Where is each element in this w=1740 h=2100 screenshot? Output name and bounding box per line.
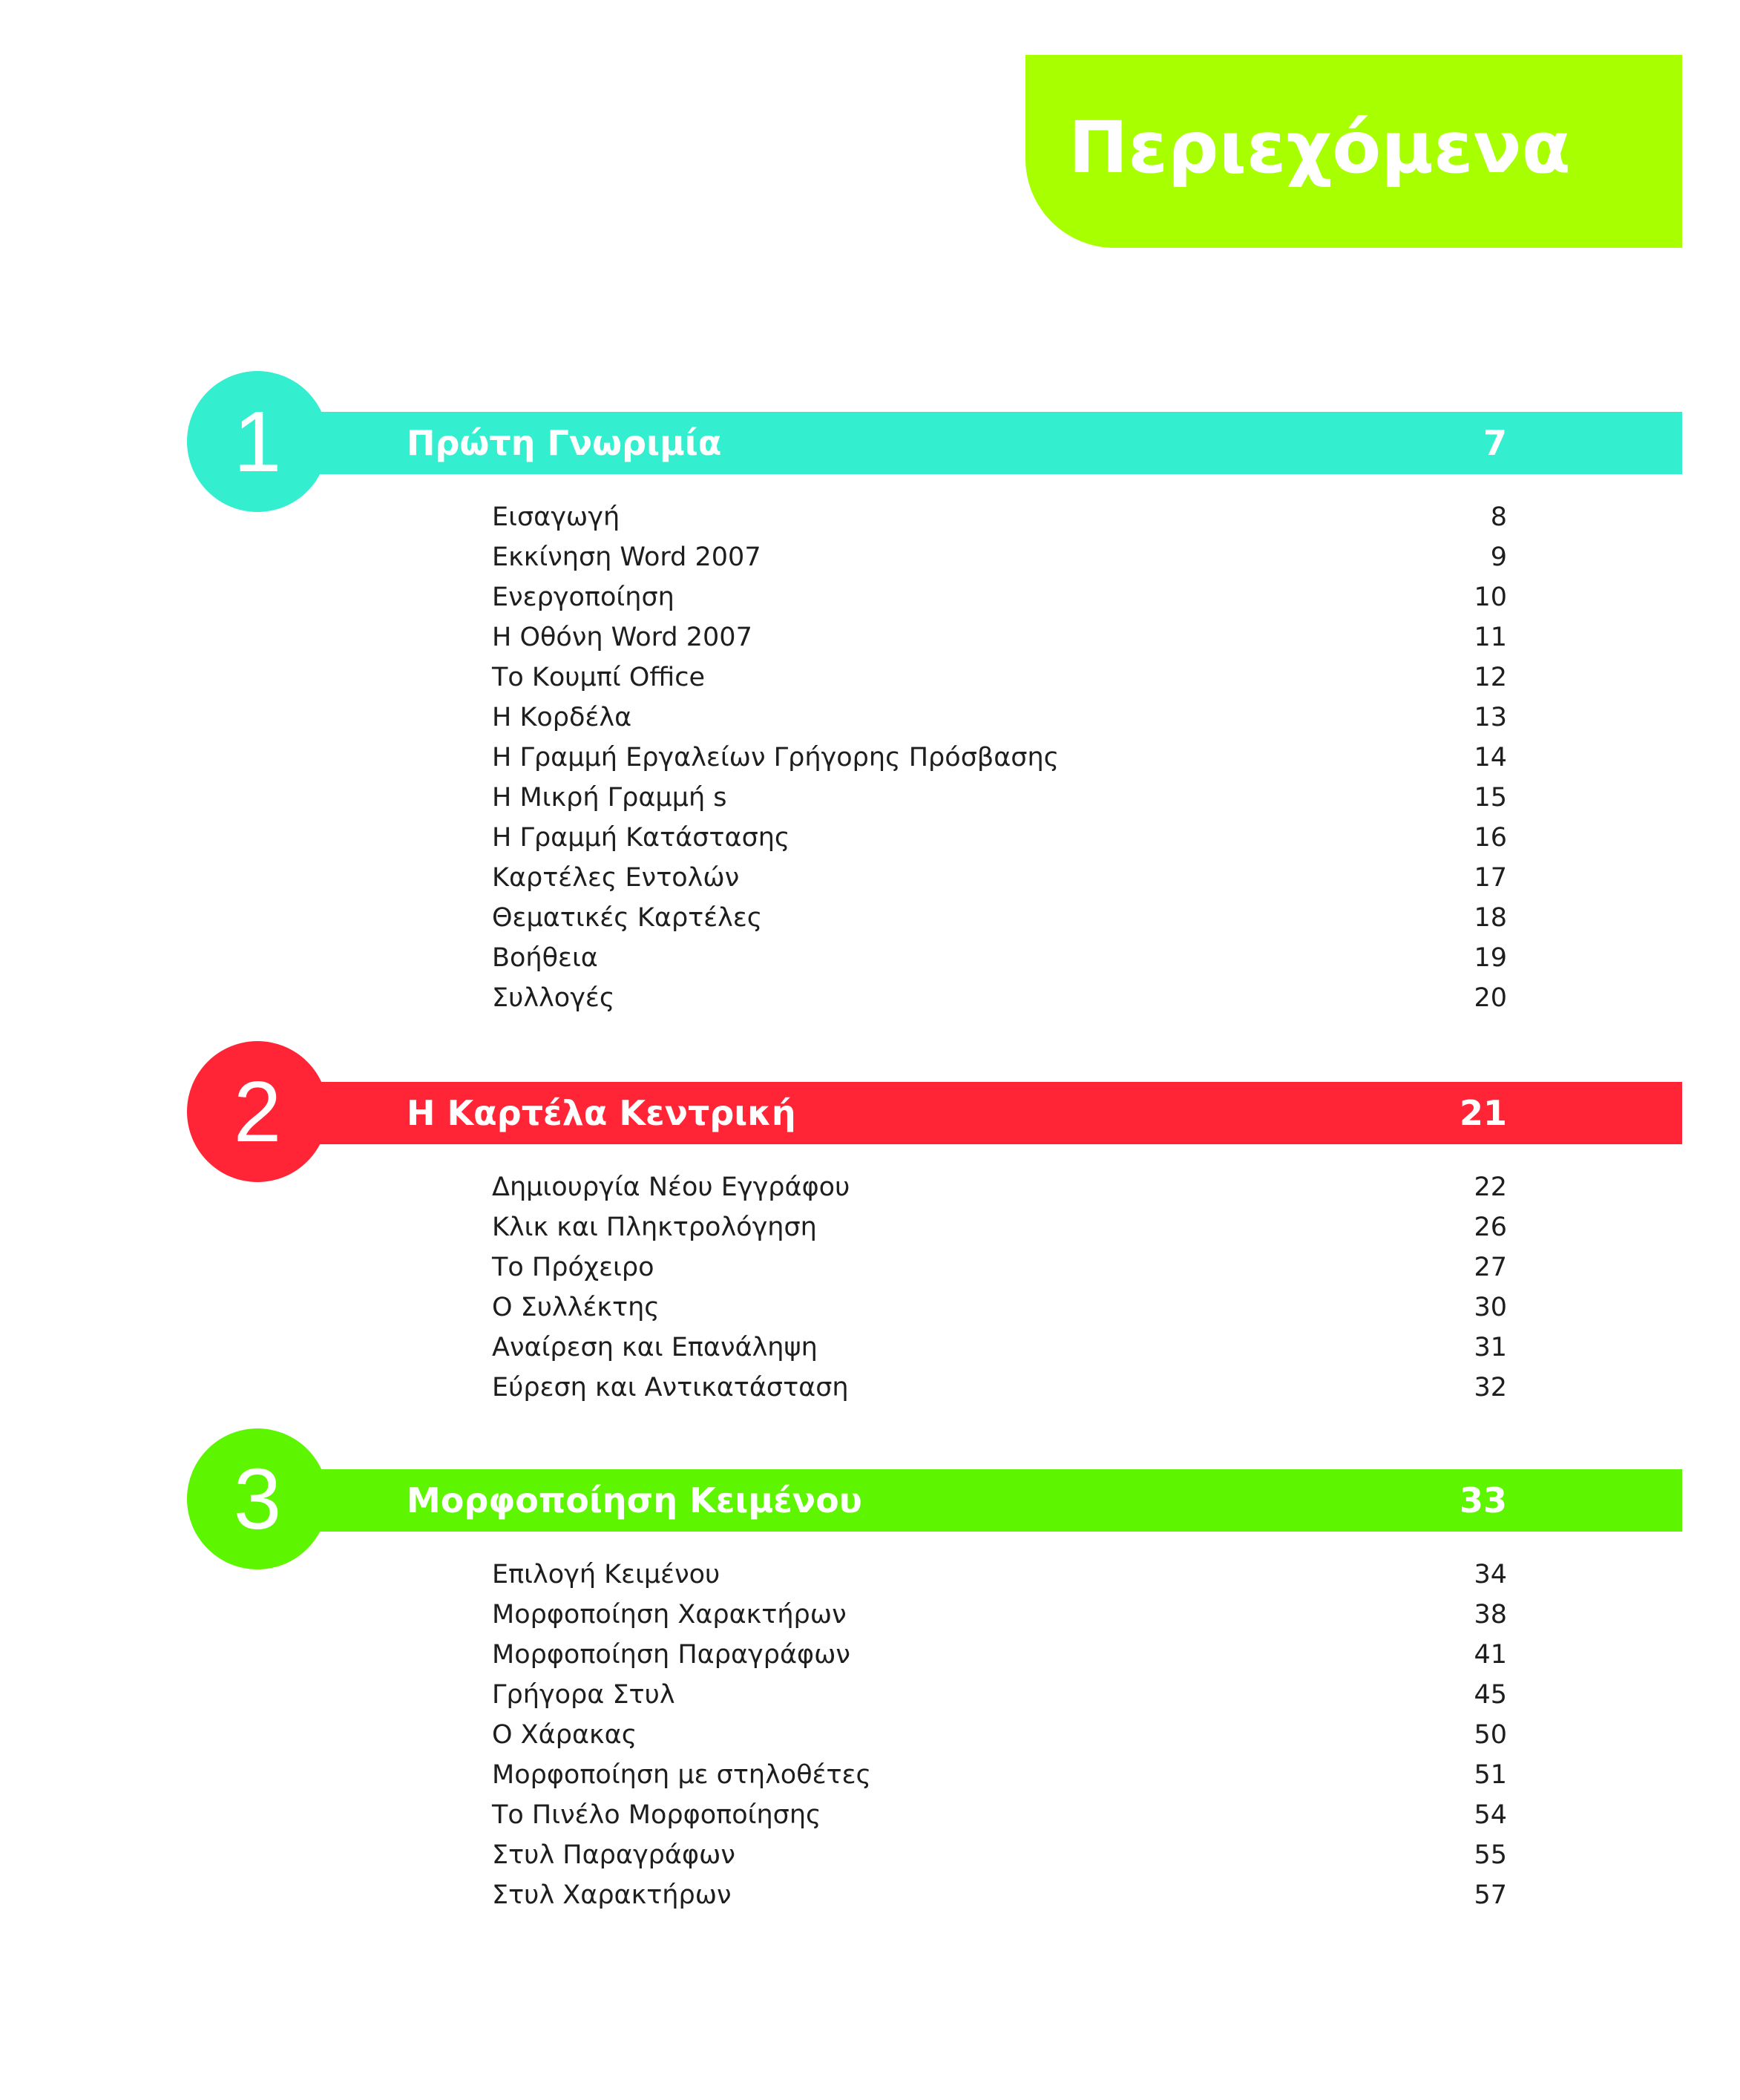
toc-entry-label: Ο Συλλέκτης bbox=[492, 1293, 660, 1322]
toc-entry-page: 54 bbox=[1474, 1800, 1507, 1830]
toc-entry-label: Η Κορδέλα bbox=[492, 703, 632, 732]
toc-entry-label: Το Κουμπί Office bbox=[492, 663, 706, 692]
toc-entry-page: 41 bbox=[1474, 1640, 1507, 1670]
toc-entry[interactable] bbox=[492, 978, 1507, 1018]
toc-entry-page: 38 bbox=[1474, 1600, 1507, 1630]
toc-entry[interactable] bbox=[492, 818, 1507, 858]
toc-entry[interactable] bbox=[492, 1635, 1507, 1675]
toc-entry-page: 12 bbox=[1474, 663, 1507, 692]
toc-entry-label: Το Πρόχειρο bbox=[492, 1253, 654, 1282]
toc-entry-page: 10 bbox=[1474, 583, 1507, 612]
toc-entry-label: Στυλ Παραγράφων bbox=[492, 1840, 735, 1870]
toc-entry[interactable] bbox=[492, 778, 1507, 818]
toc-entry-page: 51 bbox=[1474, 1760, 1507, 1790]
toc-entry[interactable] bbox=[492, 1835, 1507, 1875]
toc-entry-label: Συλλογές bbox=[492, 983, 615, 1013]
chapter-2-entries bbox=[492, 1167, 1507, 1408]
toc-entry-label: Η Γραμμή Εργαλείων Γρήγορης Πρόσβασης bbox=[492, 743, 1060, 772]
chapter-3-title[interactable]: Μορφοποίηση Κειμένου bbox=[407, 1480, 862, 1520]
toc-entry[interactable] bbox=[492, 698, 1507, 738]
toc-entry[interactable] bbox=[492, 497, 1507, 537]
toc-entry[interactable] bbox=[492, 938, 1507, 978]
toc-entry-label: Μορφοποίηση με στηλοθέτες bbox=[492, 1760, 872, 1790]
toc-entry-page: 57 bbox=[1474, 1880, 1507, 1910]
toc-entry-label: Η Οθόνη Word 2007 bbox=[492, 623, 752, 652]
toc-entry-page: 50 bbox=[1474, 1720, 1507, 1750]
toc-entry[interactable] bbox=[492, 1167, 1507, 1207]
toc-entry-label: Εκκίνηση Word 2007 bbox=[492, 542, 761, 572]
toc-entry[interactable] bbox=[492, 537, 1507, 577]
toc-entry-label: Κλικ και Πληκτρολόγηση bbox=[492, 1213, 817, 1242]
toc-entry-page: 55 bbox=[1474, 1840, 1507, 1870]
toc-entry-label: Ενεργοποίηση bbox=[492, 583, 674, 612]
toc-entry[interactable] bbox=[492, 1715, 1507, 1755]
chapter-1-page: 7 bbox=[1483, 423, 1507, 463]
toc-entry-label: Στυλ Χαρακτήρων bbox=[492, 1880, 732, 1910]
toc-entry-page: 16 bbox=[1474, 823, 1507, 853]
toc-entry-page: 20 bbox=[1474, 983, 1507, 1013]
toc-entry[interactable] bbox=[492, 617, 1507, 657]
toc-entry-label: Εισαγωγή bbox=[492, 502, 620, 532]
toc-entry-page: 11 bbox=[1474, 623, 1507, 652]
chapter-2-page: 21 bbox=[1459, 1093, 1507, 1133]
toc-entry[interactable] bbox=[492, 1287, 1507, 1328]
chapter-3-page: 33 bbox=[1459, 1480, 1507, 1520]
toc-entry-page: 18 bbox=[1474, 903, 1507, 933]
toc-entry[interactable] bbox=[492, 1795, 1507, 1835]
toc-entry[interactable] bbox=[492, 858, 1507, 898]
toc-entry-label: Γρήγορα Στυλ bbox=[492, 1680, 675, 1710]
toc-entry-label: Η Μικρή Γραμμή s bbox=[492, 783, 727, 813]
chapter-1-title[interactable]: Πρώτη Γνωριμία bbox=[407, 423, 722, 463]
toc-entry-label: Καρτέλες Εντολών bbox=[492, 863, 740, 893]
toc-entry-page: 17 bbox=[1474, 863, 1507, 893]
page-title: Περιεχόμενα bbox=[1068, 106, 1571, 189]
toc-entry-page: 22 bbox=[1474, 1172, 1507, 1202]
toc-entry[interactable] bbox=[492, 577, 1507, 617]
toc-entry[interactable] bbox=[492, 1207, 1507, 1247]
toc-entry-label: Εύρεση και Αντικατάσταση bbox=[492, 1373, 849, 1402]
toc-entry[interactable] bbox=[492, 1368, 1507, 1408]
title-tab bbox=[1025, 55, 1682, 248]
toc-entry[interactable] bbox=[492, 1875, 1507, 1915]
toc-entry-page: 26 bbox=[1474, 1213, 1507, 1242]
toc-entry-label: Μορφοποίηση Χαρακτήρων bbox=[492, 1600, 847, 1630]
toc-entry-label: Μορφοποίηση Παραγράφων bbox=[492, 1640, 850, 1670]
toc-entry-label: Θεματικές Καρτέλες bbox=[492, 903, 763, 933]
toc-entry-page: 31 bbox=[1474, 1333, 1507, 1362]
toc-entry-page: 13 bbox=[1474, 703, 1507, 732]
toc-entry-page: 19 bbox=[1474, 943, 1507, 973]
toc-entry-label: Ο Χάρακας bbox=[492, 1720, 637, 1750]
toc-entry[interactable] bbox=[492, 1755, 1507, 1795]
toc-entry[interactable] bbox=[492, 1595, 1507, 1635]
chapter-3-entries bbox=[492, 1555, 1507, 1915]
toc-entry-page: 34 bbox=[1474, 1560, 1507, 1589]
toc-entry-label: Το Πινέλο Μορφοποίησης bbox=[492, 1800, 821, 1830]
toc-entry[interactable] bbox=[492, 738, 1507, 778]
toc-entry-page: 14 bbox=[1474, 743, 1507, 772]
chapter-3-number-circle: 3 bbox=[187, 1428, 328, 1569]
toc-entry-label: Η Γραμμή Κατάστασης bbox=[492, 823, 790, 853]
toc-entry-label: Δημιουργία Νέου Εγγράφου bbox=[492, 1172, 850, 1202]
toc-entry[interactable] bbox=[492, 1675, 1507, 1715]
toc-entry-page: 15 bbox=[1474, 783, 1507, 813]
toc-entry[interactable] bbox=[492, 898, 1507, 938]
chapter-2-title[interactable]: Η Καρτέλα Κεντρική bbox=[407, 1093, 796, 1133]
chapter-1-entries bbox=[492, 497, 1507, 1018]
toc-entry-label: Βοήθεια bbox=[492, 943, 598, 973]
chapter-1-number-circle: 1 bbox=[187, 371, 328, 512]
chapter-2-number-circle: 2 bbox=[187, 1041, 328, 1182]
toc-entry[interactable] bbox=[492, 1247, 1507, 1287]
toc-entry-page: 45 bbox=[1474, 1680, 1507, 1710]
toc-entry[interactable] bbox=[492, 657, 1507, 698]
toc-entry-label: Αναίρεση και Επανάληψη bbox=[492, 1333, 818, 1362]
toc-entry[interactable] bbox=[492, 1555, 1507, 1595]
toc-entry-page: 30 bbox=[1474, 1293, 1507, 1322]
toc-entry-page: 9 bbox=[1490, 542, 1507, 572]
toc-entry-page: 8 bbox=[1490, 502, 1507, 532]
toc-entry-page: 27 bbox=[1474, 1253, 1507, 1282]
toc-entry-page: 32 bbox=[1474, 1373, 1507, 1402]
toc-entry[interactable] bbox=[492, 1328, 1507, 1368]
toc-entry-label: Επιλογή Κειμένου bbox=[492, 1560, 720, 1589]
